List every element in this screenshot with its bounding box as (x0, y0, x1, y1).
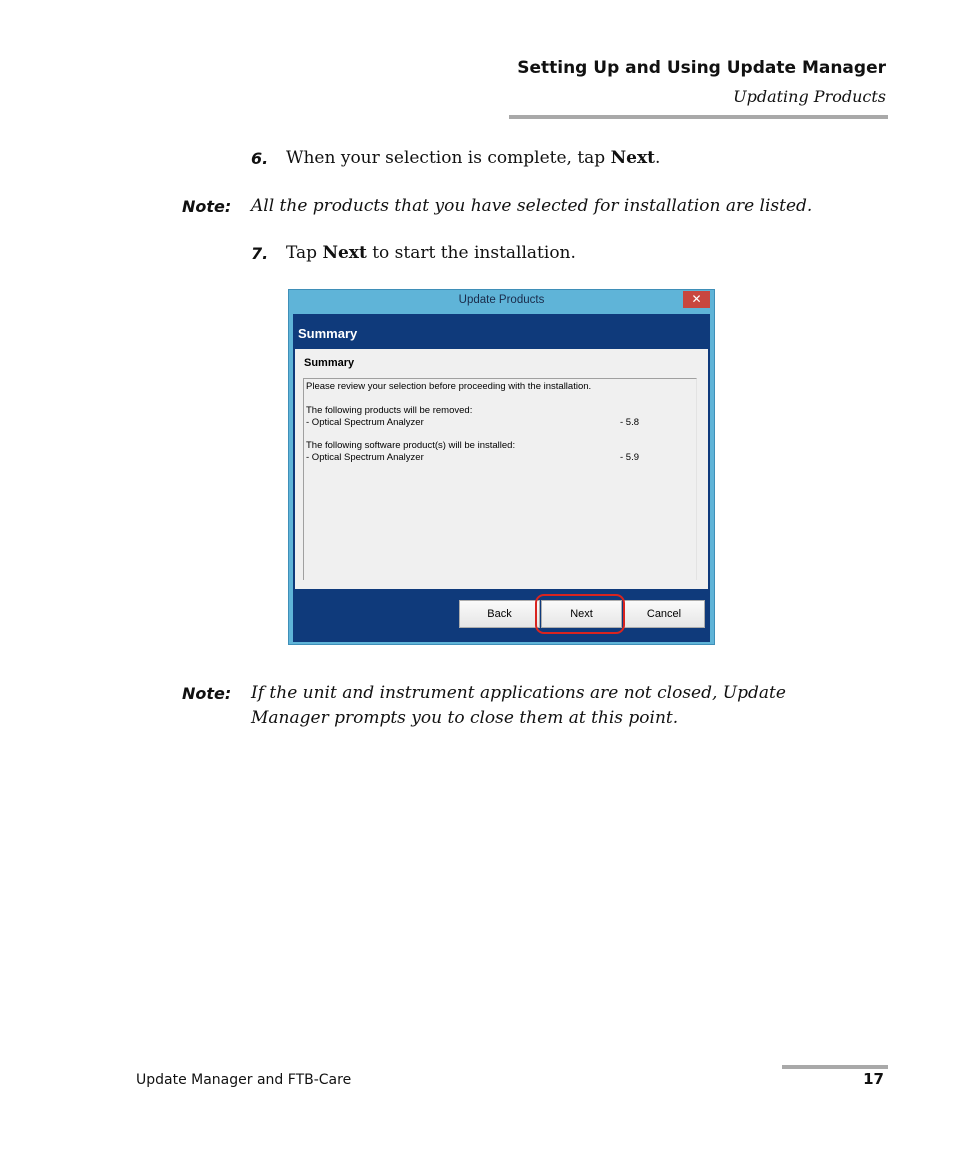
summary-panel (295, 349, 708, 589)
next-highlight-ring (535, 594, 625, 634)
close-icon: ✕ (691, 292, 702, 306)
removed-heading: The following products will be removed: (306, 405, 473, 416)
dialog-title: Update Products (458, 294, 545, 306)
close-button[interactable] (683, 291, 710, 308)
panel-header: Summary (304, 357, 355, 369)
section-header: Summary (298, 326, 358, 341)
update-products-dialog (288, 289, 715, 645)
next-button[interactable]: Next (541, 600, 622, 628)
note-label: Note: (182, 684, 232, 703)
installed-item: - Optical Spectrum Analyzer (306, 452, 424, 463)
page-number: 17 (863, 1070, 884, 1088)
footer-rule (782, 1065, 888, 1069)
step-number: 7. (251, 244, 269, 263)
summary-text-area[interactable] (303, 378, 697, 580)
dialog-body (293, 314, 710, 642)
review-line: Please review your selection before proceeding with the installation. (306, 381, 592, 392)
running-header-title: Setting Up and Using Update Manager (517, 58, 886, 78)
footer-title: Update Manager and FTB-Care (136, 1072, 352, 1088)
note-text: If the unit and instrument applications are not closed, Update Manager prompts you to close them at this point. (251, 683, 786, 728)
removed-item: - Optical Spectrum Analyzer (306, 417, 424, 428)
note-text: All the products that you have selected for installation are listed. (251, 196, 813, 216)
step-text: Tap Next to start the installation. (286, 243, 576, 263)
cancel-button[interactable]: Cancel (623, 600, 705, 628)
step-number: 6. (251, 149, 269, 168)
header-rule (509, 115, 888, 119)
installed-heading: The following software product(s) will be installed: (306, 440, 516, 451)
note-label: Note: (182, 197, 232, 216)
back-button[interactable]: Back (459, 600, 540, 628)
step-text: When your selection is complete, tap Next. (286, 148, 661, 168)
running-header-subtitle: Updating Products (733, 87, 886, 106)
removed-version: - 5.8 (620, 417, 640, 428)
installed-version: - 5.9 (620, 452, 640, 463)
